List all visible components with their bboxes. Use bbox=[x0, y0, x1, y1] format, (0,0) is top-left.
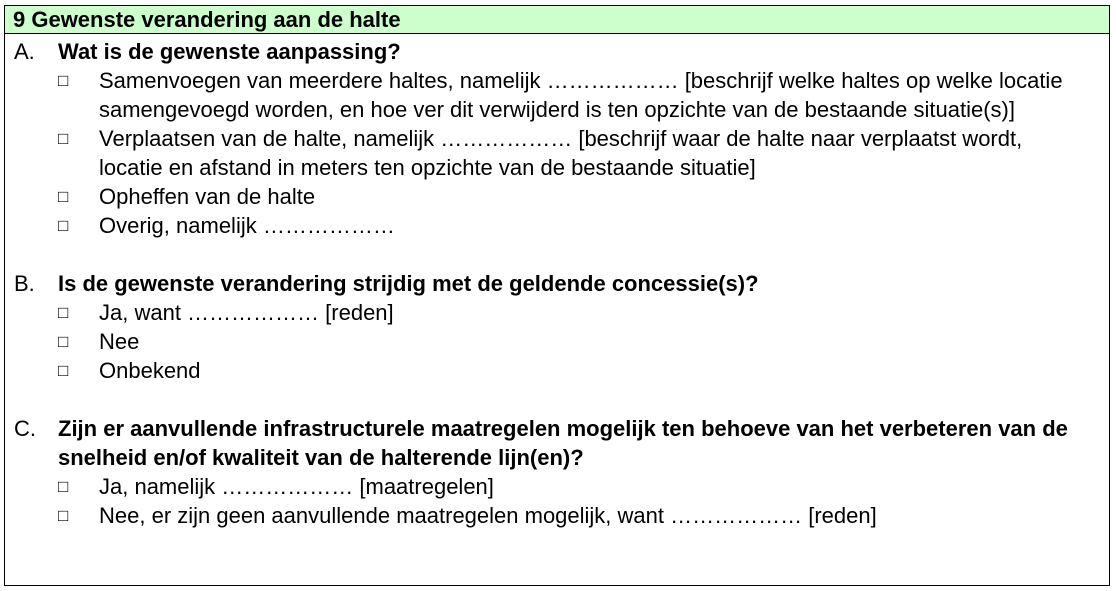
spacer bbox=[14, 385, 1109, 414]
question-a bbox=[14, 37, 1109, 66]
option-label: Nee, er zijn geen aanvullende maatregelen mogelijk, want ……………… [reden] bbox=[99, 503, 877, 528]
option-ja-namelijk[interactable] bbox=[58, 472, 1109, 501]
checkbox-icon[interactable]: □ bbox=[58, 71, 69, 90]
question-text: Wat is de gewenste aanpassing? bbox=[58, 39, 401, 64]
option-label: Ja, namelijk ……………… [maatregelen] bbox=[99, 474, 494, 499]
checkbox-icon[interactable]: □ bbox=[58, 187, 69, 206]
question-letter: B. bbox=[14, 271, 35, 296]
section-header bbox=[5, 6, 1109, 34]
option-label: Samenvoegen van meerdere haltes, namelijk ……………… [beschrijf welke haltes op welke locatie samengevoegd worden, en hoe ver dit verwijderd is ten opzichte van de bestaande situatie(s)] bbox=[99, 68, 1063, 122]
option-label: Overig, namelijk ……………… bbox=[99, 213, 395, 238]
option-opheffen[interactable] bbox=[58, 182, 1109, 211]
option-samenvoegen[interactable] bbox=[58, 66, 1109, 124]
checkbox-icon[interactable]: □ bbox=[58, 303, 69, 322]
form-section bbox=[4, 5, 1110, 586]
option-verplaatsen[interactable] bbox=[58, 124, 1109, 182]
checkbox-icon[interactable]: □ bbox=[58, 332, 69, 351]
question-b bbox=[14, 269, 1109, 298]
option-label: Verplaatsen van de halte, namelijk ……………… [beschrijf waar de halte naar verplaatst wordt, locatie en afstand in meters ten opzichte van de bestaande situatie] bbox=[99, 126, 1023, 180]
question-text: Zijn er aanvullende infrastructurele maatregelen mogelijk ten behoeve van het verbeteren van de snelheid en/of kwaliteit van de halterende lijn(en)? bbox=[58, 416, 1068, 470]
checkbox-icon[interactable]: □ bbox=[58, 129, 69, 148]
checkbox-icon[interactable]: □ bbox=[58, 506, 69, 525]
option-nee[interactable] bbox=[58, 327, 1109, 356]
option-nee-geen-maatregelen[interactable] bbox=[58, 501, 1109, 530]
option-label: Opheffen van de halte bbox=[99, 184, 316, 209]
checkbox-icon[interactable]: □ bbox=[58, 477, 69, 496]
option-label: Ja, want ……………… [reden] bbox=[99, 300, 394, 325]
option-label: Nee bbox=[99, 329, 140, 354]
checkbox-icon[interactable]: □ bbox=[58, 361, 69, 380]
question-letter: C. bbox=[14, 416, 36, 441]
checkbox-icon[interactable]: □ bbox=[58, 216, 69, 235]
section-title: 9 Gewenste verandering aan de halte bbox=[13, 7, 401, 32]
question-letter: A. bbox=[14, 39, 35, 64]
option-label: Onbekend bbox=[99, 358, 201, 383]
section-content bbox=[5, 34, 1109, 530]
question-text: Is de gewenste verandering strijdig met de geldende concessie(s)? bbox=[58, 271, 759, 296]
option-onbekend[interactable] bbox=[58, 356, 1109, 385]
option-ja-want[interactable] bbox=[58, 298, 1109, 327]
question-c bbox=[14, 414, 1109, 472]
spacer bbox=[14, 240, 1109, 269]
option-overig[interactable] bbox=[58, 211, 1109, 240]
